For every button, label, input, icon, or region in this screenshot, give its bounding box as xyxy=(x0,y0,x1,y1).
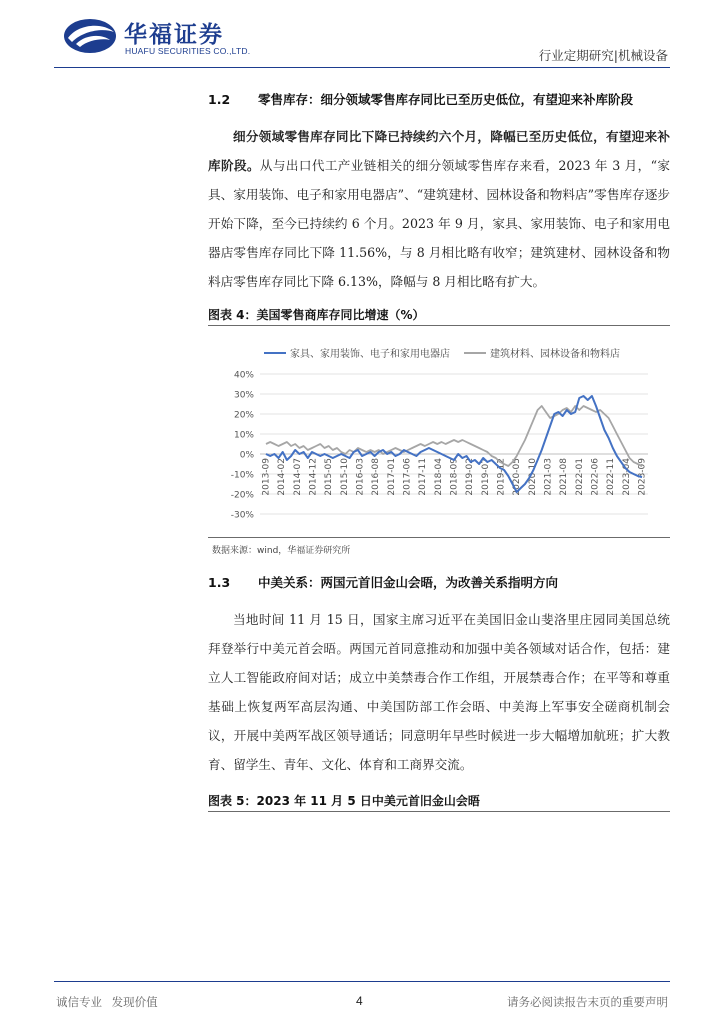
x-tick-label: 2022-06 xyxy=(590,458,601,496)
figure-4-top-rule xyxy=(208,325,670,326)
x-tick-label: 2014-12 xyxy=(308,458,319,496)
figure-5-top-rule xyxy=(208,811,670,812)
x-tick-label: 2023-04 xyxy=(621,458,632,496)
x-tick-label: 2017-06 xyxy=(402,458,413,496)
section-1-3-paragraph xyxy=(208,605,670,779)
x-tick-label: 2017-11 xyxy=(418,458,429,496)
footer-disclaimer: 请务必阅读报告末页的重要声明 xyxy=(507,995,668,1009)
section-title: 零售库存：细分领域零售库存同比已至历史低位，有望迎来补库阶段 xyxy=(258,92,634,107)
y-tick-label: 10% xyxy=(233,430,254,441)
figure-4-source: 数据来源：wind，华福证券研究所 xyxy=(212,546,351,556)
y-tick-label: 20% xyxy=(233,410,254,421)
x-tick-label: 2019-12 xyxy=(496,458,507,496)
figure-4-bottom-rule xyxy=(208,537,670,538)
x-tick-label: 2023-09 xyxy=(637,458,648,496)
page-number: 4 xyxy=(356,994,363,1008)
inventory-line-chart xyxy=(208,328,670,536)
x-tick-label: 2022-11 xyxy=(606,458,617,496)
figure-4-title: 图表 4：美国零售商库存同比增速（%） xyxy=(208,308,425,322)
logo-english-name: HUAFU SECURITIES CO.,LTD. xyxy=(125,46,251,56)
x-tick-label: 2022-01 xyxy=(574,458,585,496)
legend-entry xyxy=(464,347,620,360)
section-1-2-paragraph xyxy=(208,122,670,296)
header-divider xyxy=(54,67,670,68)
x-tick-label: 2014-07 xyxy=(292,458,303,496)
y-tick-label: -10% xyxy=(230,470,254,481)
x-tick-label: 2015-05 xyxy=(324,458,335,496)
series-line xyxy=(266,406,642,466)
logo-swirl-icon xyxy=(62,16,118,56)
section-heading-1-2 xyxy=(208,90,633,108)
paragraph-body: 从与出口代工产业链相关的细分领域零售库存来看，2023 年 3 月，“家具、家用装饰、电子和家用电器店”、“建筑建材、园林设备和物料店”零售库存逐步开始下降，至今已持续约 6 个月。2023 年 9 月，家具、家用装饰、电子和家用电器店零售库存同比下降 11.56%，与 8 月相比略有收窄；建筑建材、园林设备和物料店零售库存同比下降 6.13%，降幅与 8 月相比略有扩大。 xyxy=(208,158,671,289)
section-number: 1.2 xyxy=(208,92,231,107)
paragraph-lead: 细分领域零售库存同比下降已持续约六个月，降幅已至历史低位，有望迎来补库阶段。 xyxy=(208,129,670,173)
x-tick-label: 2021-03 xyxy=(543,458,554,496)
company-logo xyxy=(62,14,262,58)
y-tick-label: -20% xyxy=(230,490,254,501)
report-type: 行业定期研究|机械设备 xyxy=(538,48,668,63)
paragraph-body: 当地时间 11 月 15 日，国家主席习近平在美国旧金山斐洛里庄园同美国总统拜登举行中美元首会晤。两国元首同意推动和加强中美各领域对话合作，包括：建立人工智能政府间对话；成立中美禁毒合作工作组，开展禁毒合作；在平等和尊重基础上恢复两军高层沟通、中美国防部工作会晤、中美海上军事安全磋商机制会议，开展中美两军战区领导通话；同意明年早些时候进一步大幅增加航班；扩大教育、留学生、青年、文化、体育和工商界交流。 xyxy=(208,612,670,772)
footer-slogan: 诚信专业 发现价值 xyxy=(56,995,158,1009)
x-tick-label: 2016-08 xyxy=(371,458,382,496)
x-tick-label: 2014-02 xyxy=(277,458,288,496)
x-tick-label: 2017-01 xyxy=(386,458,397,496)
y-tick-label: -30% xyxy=(230,510,254,521)
section-number: 1.3 xyxy=(208,575,231,590)
logo-chinese-name: 华福证券 xyxy=(124,22,224,48)
figure-5-title: 图表 5：2023 年 11 月 5 日中美元首旧金山会晤 xyxy=(208,794,480,808)
y-tick-label: 0% xyxy=(239,450,254,461)
footer-divider xyxy=(54,981,670,982)
legend-label: 家具、家用装饰、电子和家用电器店 xyxy=(290,349,450,360)
y-tick-label: 40% xyxy=(233,370,254,381)
y-tick-label: 30% xyxy=(233,390,254,401)
section-heading-1-3 xyxy=(208,573,558,591)
x-tick-label: 2015-10 xyxy=(339,458,350,496)
x-tick-label: 2013-09 xyxy=(261,458,272,496)
x-tick-label: 2019-02 xyxy=(465,458,476,496)
x-tick-label: 2018-09 xyxy=(449,458,460,496)
x-tick-label: 2019-07 xyxy=(480,458,491,496)
x-tick-label: 2020-10 xyxy=(527,458,538,496)
legend-entry xyxy=(264,347,450,360)
x-tick-label: 2020-05 xyxy=(512,458,523,496)
x-tick-label: 2021-08 xyxy=(559,458,570,496)
x-tick-label: 2018-04 xyxy=(433,458,444,496)
section-title: 中美关系：两国元首旧金山会晤，为改善关系指明方向 xyxy=(258,575,559,590)
x-tick-label: 2016-03 xyxy=(355,458,366,496)
legend-label: 建筑材料、园林设备和物料店 xyxy=(490,349,620,360)
